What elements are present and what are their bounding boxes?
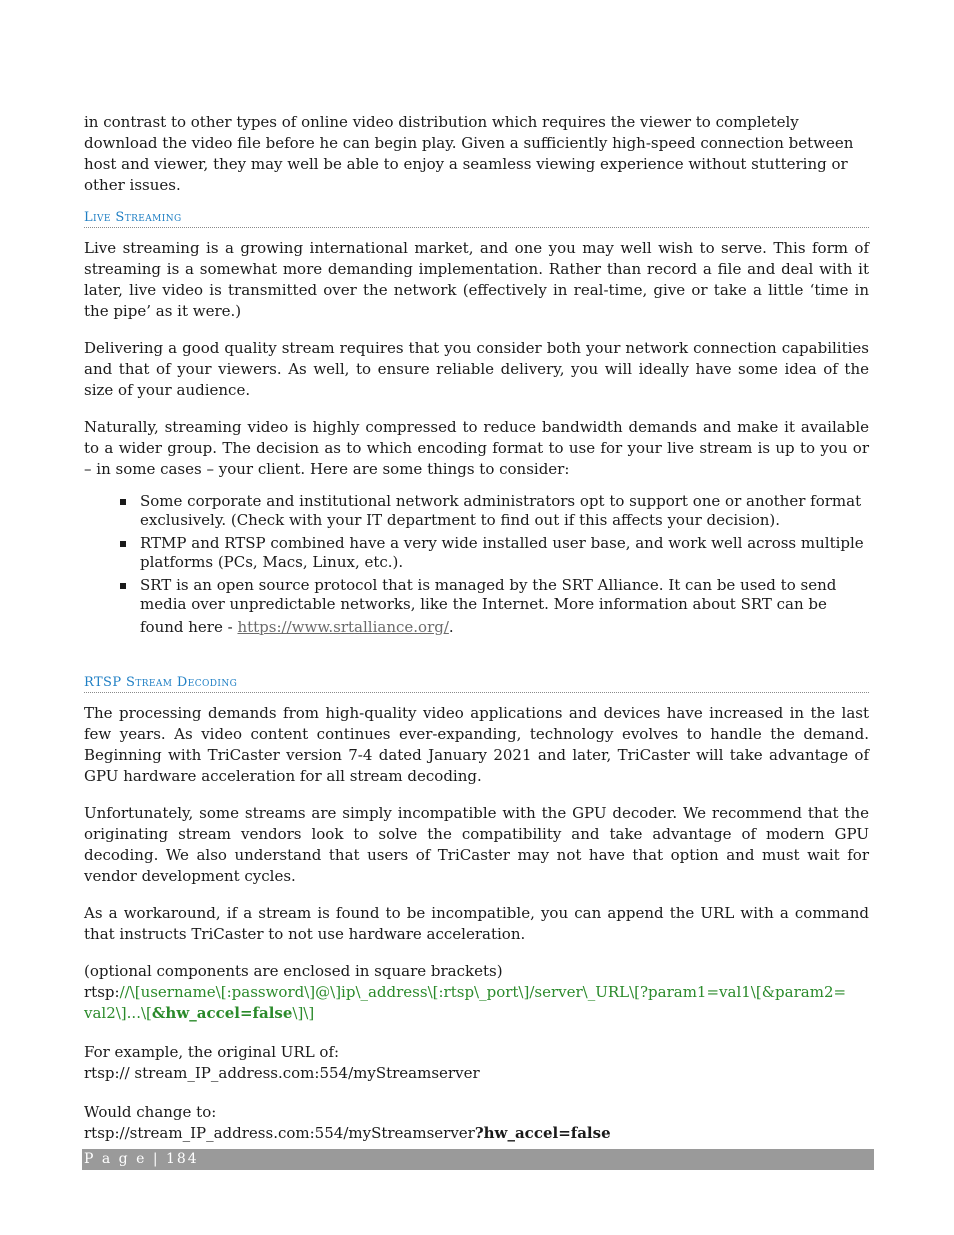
intro-paragraph: in contrast to other types of online video distribution which requires the viewer to completely download the video file before he can begin play. Given a sufficiently high-speed connection between host and viewer, they may well be able to enjoy a seamless viewing experience without stuttering or other issues.: [84, 113, 854, 194]
change-url-param: ?hw_accel=false: [474, 1124, 611, 1142]
found-here-prefix: found here -: [140, 618, 238, 636]
example-label: For example, the original URL of:: [84, 1043, 340, 1061]
syntax-green: [84, 983, 846, 1022]
section-heading-rtsp-decoding: RTSP Stream Decoding: [84, 675, 869, 693]
body-paragraph: The processing demands from high-quality video applications and devices have increased in the last few years. As video content continues ever-expanding, technology evolves to handle the demand. Beginning with TriCaster version 7-4 dated January 2021 and later, TriCaster will take advantage of GPU hardware acceleration for all stream decoding.: [84, 704, 869, 785]
syntax-block: [84, 961, 869, 1024]
url-syntax: [84, 982, 869, 1024]
example-url: rtsp:// stream_IP_address.com:554/myStreamserver: [84, 1064, 480, 1082]
body-paragraph: Unfortunately, some streams are simply incompatible with the GPU decoder. We recommend that the originating stream vendors look to solve the compatibility and take advantage of modern GPU decoding. We also understand that users of TriCaster may not have that option and must wait for vendor development cycles.: [84, 804, 869, 885]
body-paragraph: Live streaming is a growing international market, and one you may well wish to serve. This form of streaming is a somewhat more demanding implementation. Rather than record a file and deal with it later, live video is transmitted over the network (effectively in real-time, give or take a little ‘time in the pipe’ as it were.): [84, 239, 869, 320]
optional-note: (optional components are enclosed in square brackets): [84, 962, 503, 980]
syntax-bold: &hw_accel=false: [151, 1004, 293, 1022]
found-here-suffix: .: [448, 618, 454, 636]
section-heading-live-streaming: Live Streaming: [84, 210, 869, 228]
list-item: Some corporate and institutional network administrators opt to support one or another format exclusively. (Check with your IT department to find out if this affects your decision).: [140, 492, 869, 530]
considerations-list: [84, 492, 869, 637]
list-item: [140, 576, 869, 637]
body-paragraph: Delivering a good quality stream requires that you consider both your network connection capabilities and that of your viewers. As well, to ensure reliable delivery, you will ideally have some idea of the size of your audience.: [84, 339, 869, 399]
syntax-prefix: rtsp:: [84, 983, 120, 1001]
page-footer: [82, 1149, 874, 1170]
page-number: P a g e | 184: [84, 1151, 199, 1167]
list-item: RTMP and RTSP combined have a very wide installed user base, and work well across multiple platforms (PCs, Macs, Linux, etc.).: [140, 534, 869, 572]
page-content: [84, 112, 869, 1162]
syntax-end: \]\]: [292, 1004, 315, 1022]
example-block: [84, 1042, 869, 1084]
syntax-body: //\[username\[:password\]@\]ip\_address\[:rtsp\_port\]/server\_URL\[?param1=val1\[&param2= val2\]...\[: [84, 983, 847, 1022]
change-url: [84, 1123, 869, 1144]
body-paragraph: Naturally, streaming video is highly compressed to reduce bandwidth demands and make it available to a wider group. The decision as to which encoding format to use for your live stream is up to you or – in some cases – your client. Here are some things to consider:: [84, 418, 869, 478]
change-url-base: rtsp://stream_IP_address.com:554/myStreamserver: [84, 1124, 475, 1142]
change-label: Would change to:: [84, 1103, 217, 1121]
srt-alliance-link[interactable]: https://www.srtalliance.org/: [237, 618, 449, 636]
body-paragraph: As a workaround, if a stream is found to be incompatible, you can append the URL with a command that instructs TriCaster to not use hardware acceleration.: [84, 904, 869, 943]
change-block: [84, 1102, 869, 1144]
found-here-line: [140, 618, 869, 637]
list-item-text: SRT is an open source protocol that is managed by the SRT Alliance. It can be used to send media over unpredictable networks, like the Internet. More information about SRT can be: [140, 576, 837, 613]
